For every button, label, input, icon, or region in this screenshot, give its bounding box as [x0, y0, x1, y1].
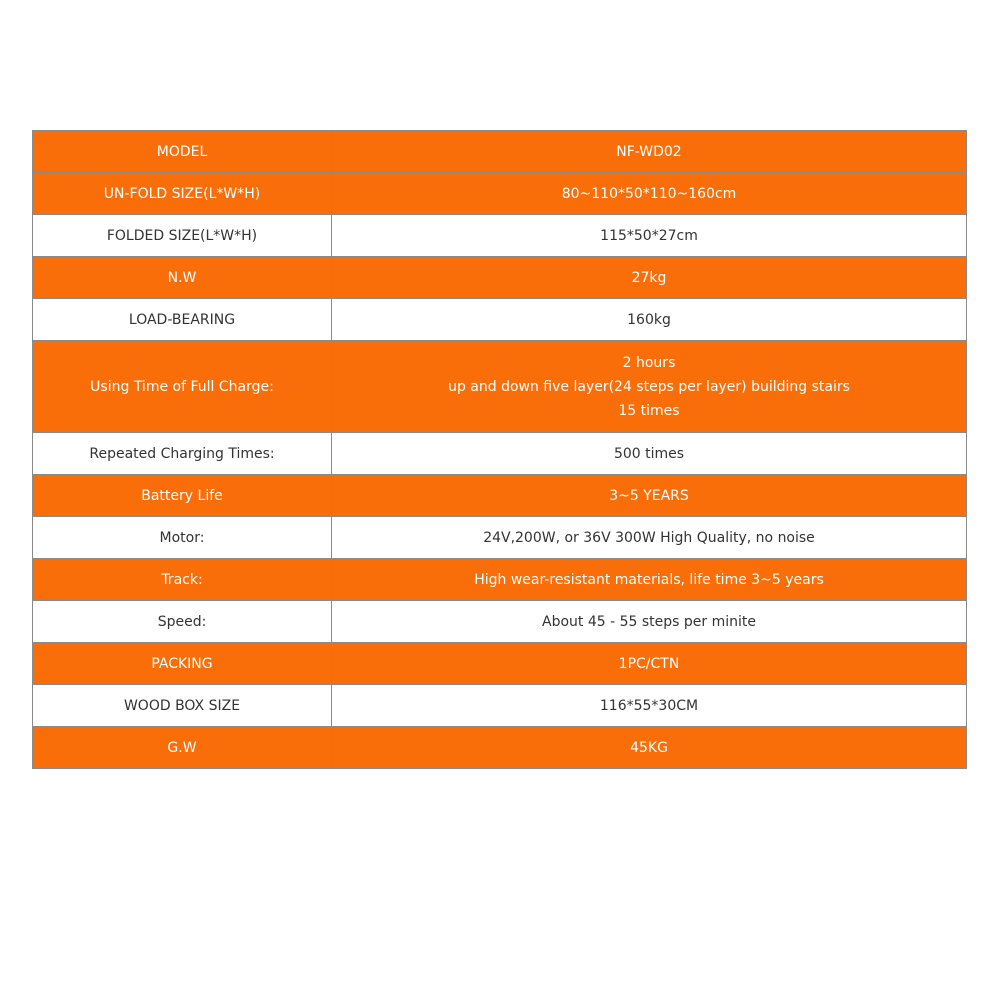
spec-value: 500 times — [332, 433, 967, 475]
table-row — [33, 173, 967, 215]
spec-value: 1PC/CTN — [332, 643, 967, 685]
spec-label: Speed: — [33, 601, 332, 643]
spec-label: UN-FOLD SIZE(L*W*H) — [33, 173, 332, 215]
spec-label: FOLDED SIZE(L*W*H) — [33, 215, 332, 257]
spec-value: 115*50*27cm — [332, 215, 967, 257]
spec-value: 24V,200W, or 36V 300W High Quality, no noise — [332, 517, 967, 559]
table-row — [33, 215, 967, 257]
spec-value: About 45 - 55 steps per minite — [332, 601, 967, 643]
table-row — [33, 685, 967, 727]
spec-label: Repeated Charging Times: — [33, 433, 332, 475]
spec-label: Using Time of Full Charge: — [33, 341, 332, 433]
table-row — [33, 475, 967, 517]
spec-label: Track: — [33, 559, 332, 601]
spec-label: N.W — [33, 257, 332, 299]
spec-value: 45KG — [332, 727, 967, 769]
table-row — [33, 643, 967, 685]
spec-label: Motor: — [33, 517, 332, 559]
table-row — [33, 727, 967, 769]
table-row — [33, 559, 967, 601]
spec-value: 80~110*50*110~160cm — [332, 173, 967, 215]
spec-table — [32, 130, 967, 769]
table-row — [33, 257, 967, 299]
spec-label: PACKING — [33, 643, 332, 685]
spec-label: LOAD-BEARING — [33, 299, 332, 341]
table-row — [33, 299, 967, 341]
spec-label: Battery Life — [33, 475, 332, 517]
spec-value: NF-WD02 — [332, 131, 967, 173]
table-row — [33, 131, 967, 173]
spec-value-line: up and down five layer(24 steps per layer) building stairs — [448, 378, 850, 395]
spec-label: MODEL — [33, 131, 332, 173]
spec-value: 27kg — [332, 257, 967, 299]
spec-value-line: 15 times — [618, 402, 680, 419]
spec-label: G.W — [33, 727, 332, 769]
spec-value: 116*55*30CM — [332, 685, 967, 727]
spec-label: WOOD BOX SIZE — [33, 685, 332, 727]
table-row — [33, 517, 967, 559]
spec-value: 160kg — [332, 299, 967, 341]
spec-value: High wear-resistant materials, life time 3~5 years — [332, 559, 967, 601]
table-row — [33, 601, 967, 643]
spec-value — [332, 341, 967, 433]
spec-value-line: 2 hours — [622, 354, 676, 371]
spec-value: 3~5 YEARS — [332, 475, 967, 517]
table-row — [33, 433, 967, 475]
table-row — [33, 341, 967, 433]
